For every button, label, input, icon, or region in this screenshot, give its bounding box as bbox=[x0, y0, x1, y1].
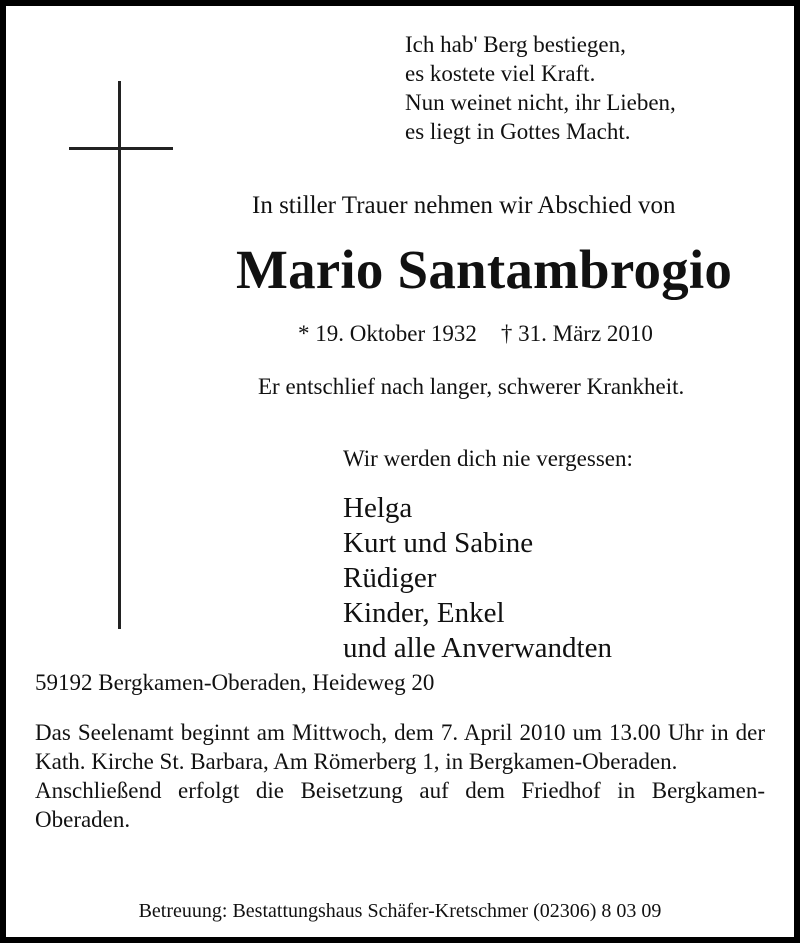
service-details bbox=[35, 718, 765, 834]
family-member: und alle Anverwandten bbox=[343, 632, 612, 664]
poem-line: Nun weinet nicht, ihr Lieben, bbox=[405, 90, 676, 115]
burial-info: Anschließend erfolgt die Beisetzung auf dem Friedhof in Bergkamen-Oberaden. bbox=[35, 778, 765, 832]
illness-text: Er entschlief nach langer, schwerer Krankheit. bbox=[258, 374, 685, 399]
requiem-info: Das Seelenamt beginnt am Mittwoch, dem 7. April 2010 um 13.00 Uhr in der Kath. Kirche St. Barbara, Am Römerberg 1, in Bergkamen-Oberaden. bbox=[35, 720, 765, 774]
cross-vertical-bar bbox=[118, 81, 121, 629]
birth-date: * 19. Oktober 1932 bbox=[298, 321, 477, 346]
family-member: Kinder, Enkel bbox=[343, 597, 505, 629]
poem-line: Ich hab' Berg bestiegen, bbox=[405, 32, 626, 57]
death-date: † 31. März 2010 bbox=[500, 321, 653, 346]
poem-line: es liegt in Gottes Macht. bbox=[405, 119, 631, 144]
family-member: Helga bbox=[343, 492, 413, 524]
family-member: Kurt und Sabine bbox=[343, 527, 534, 559]
poem bbox=[405, 30, 676, 146]
life-dates bbox=[298, 321, 653, 347]
poem-line: es kostete viel Kraft. bbox=[405, 61, 596, 86]
never-forget-text: Wir werden dich nie vergessen: bbox=[343, 446, 633, 471]
family-member: Rüdiger bbox=[343, 562, 437, 594]
cross-horizontal-bar bbox=[69, 147, 173, 150]
funeral-home-footer: Betreuung: Bestattungshaus Schäfer-Kretschmer (02306) 8 03 09 bbox=[138, 900, 662, 922]
address: 59192 Bergkamen-Oberaden, Heideweg 20 bbox=[35, 670, 435, 695]
family-list bbox=[343, 491, 612, 666]
deceased-name: Mario Santambrogio bbox=[236, 239, 733, 300]
intro-text: In stiller Trauer nehmen wir Abschied von bbox=[252, 192, 676, 219]
